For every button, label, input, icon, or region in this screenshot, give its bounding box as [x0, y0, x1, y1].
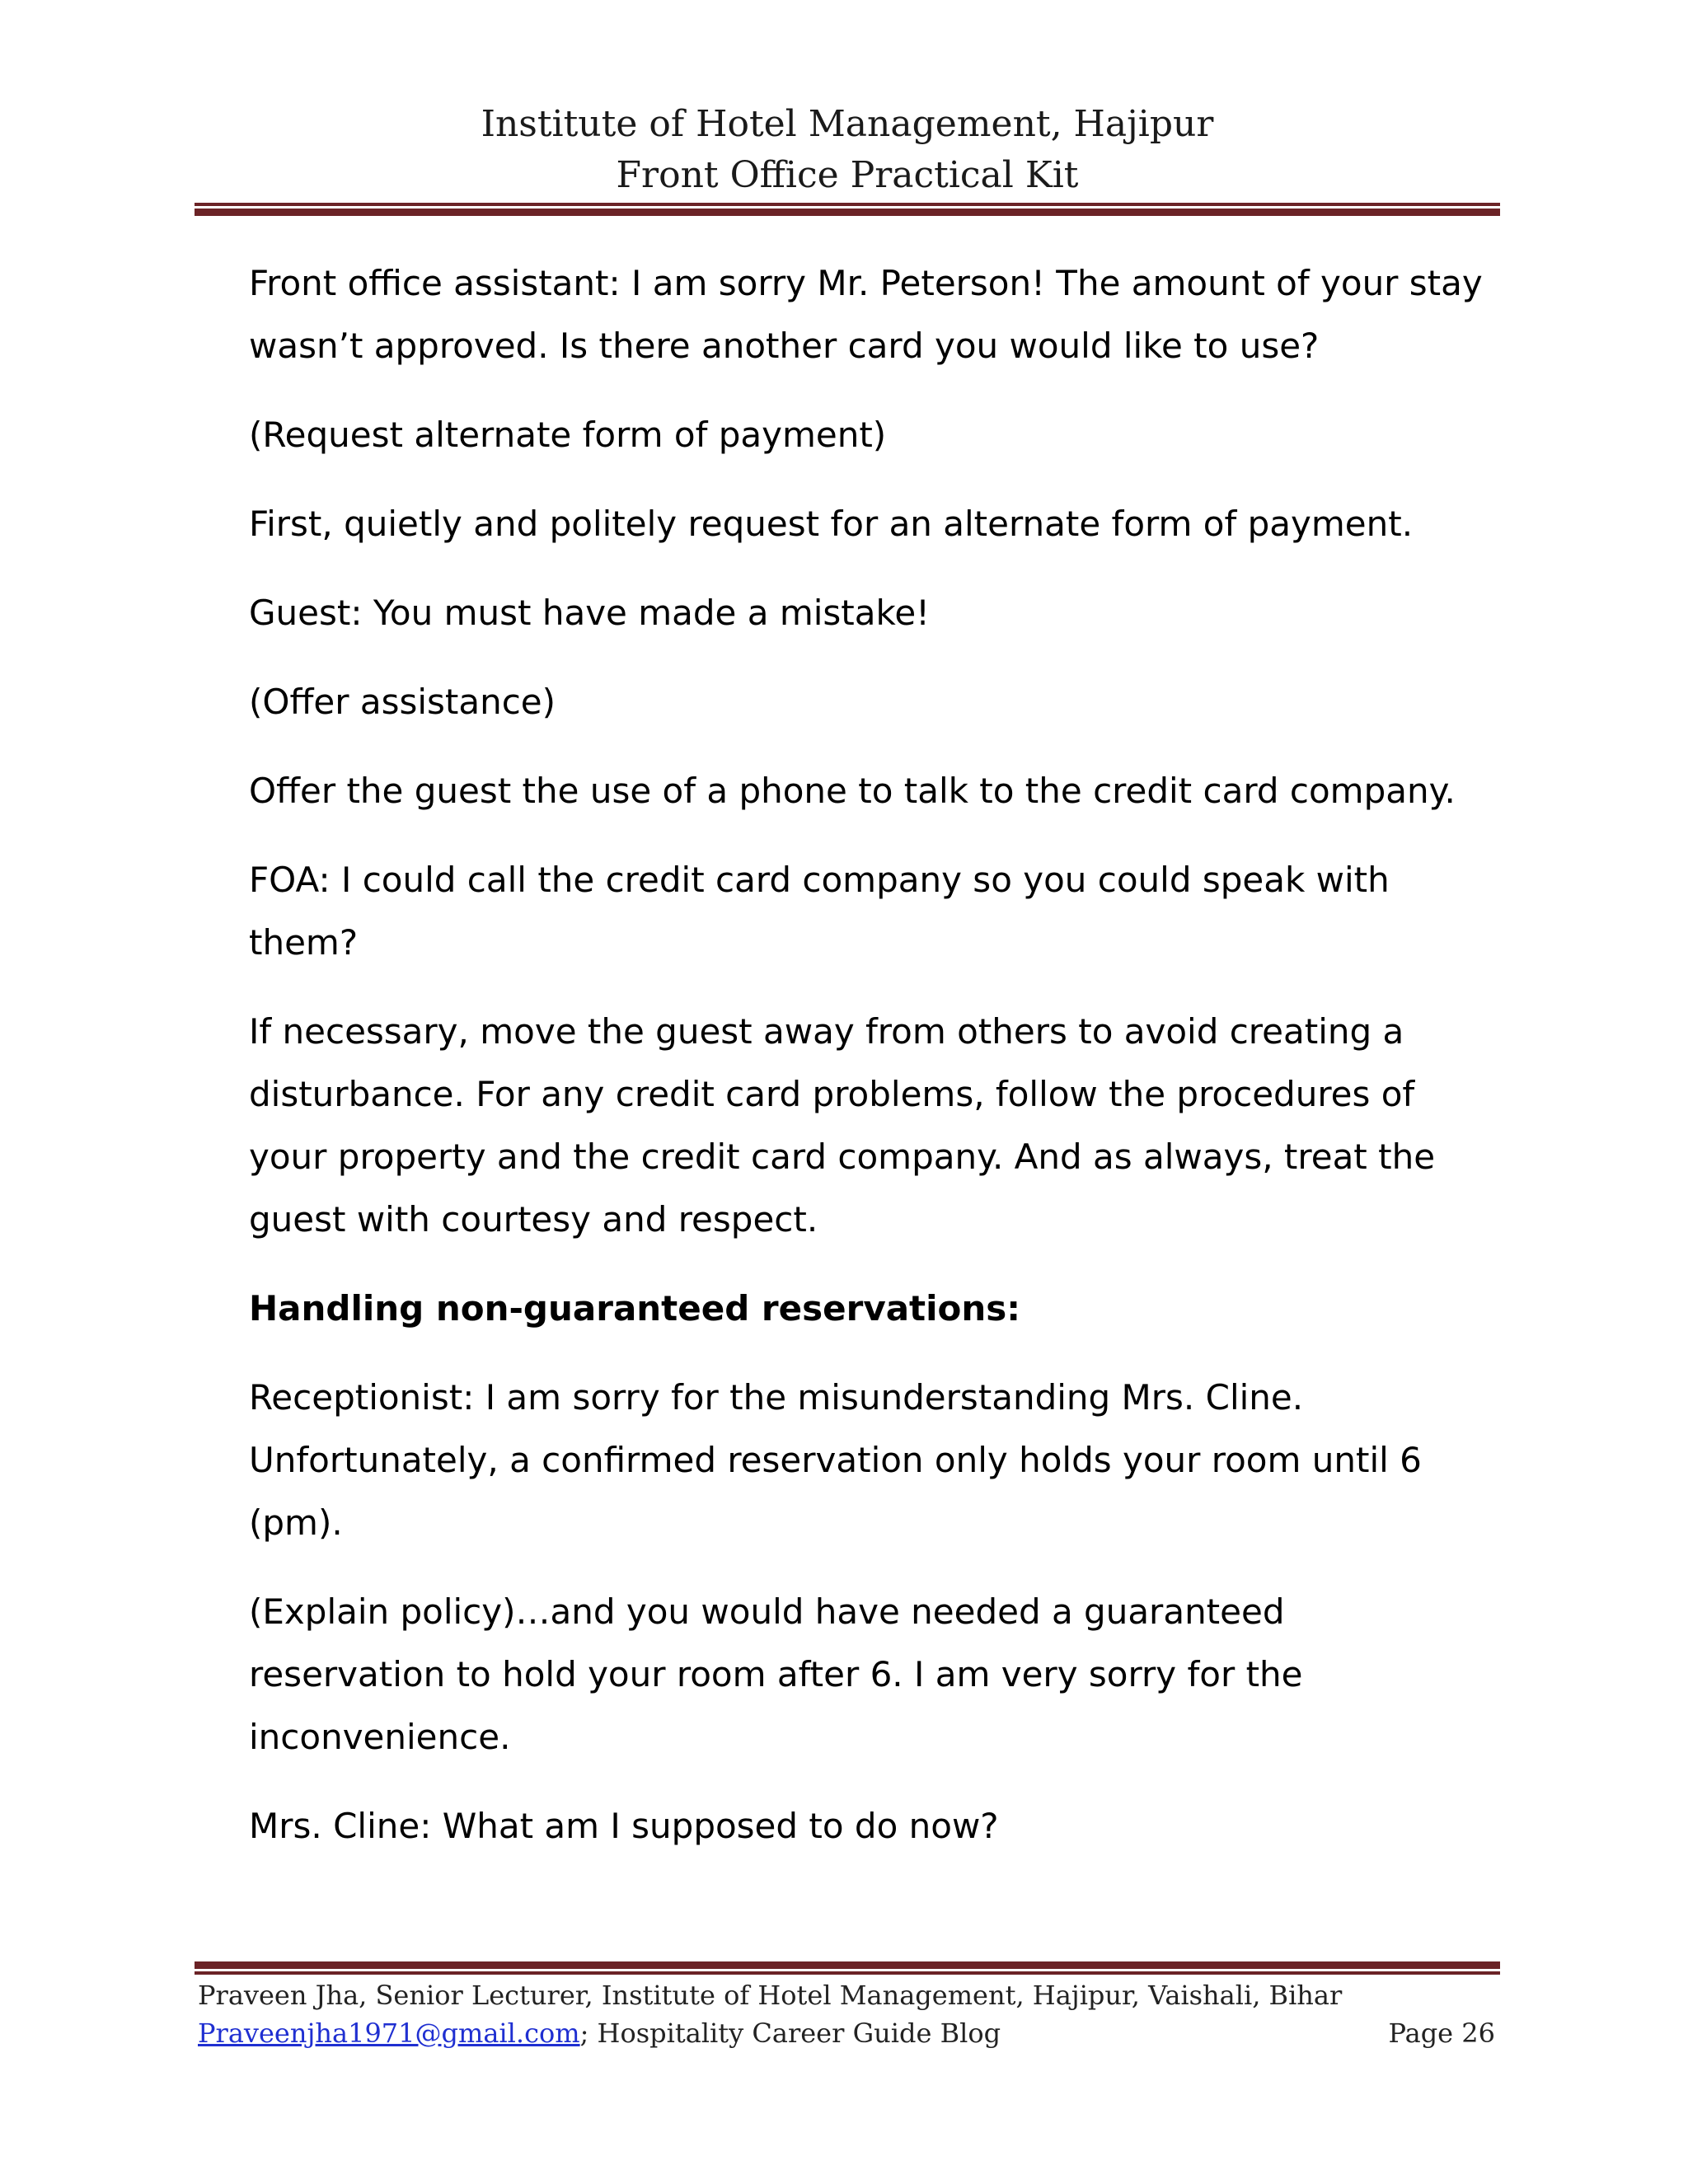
- paragraph-mrs-cline: Mrs. Cline: What am I supposed to do now?: [249, 1806, 999, 1846]
- header-rule: [195, 203, 1500, 216]
- paragraph-explain-policy: (Explain policy)…and you would have needed a guaranteed reservation to hold your room after 6. I am very sorry for the inconvenience.: [249, 1591, 1303, 1757]
- page-body: [249, 252, 1485, 1884]
- paragraph-foa-card-declined: Front office assistant: I am sorry Mr. Peterson! The amount of your stay wasn’t approved. Is there another card you would like to use?: [249, 263, 1483, 366]
- paragraph-guest-mistake: Guest: You must have made a mistake!: [249, 593, 930, 633]
- page-footer: [198, 1976, 1495, 2052]
- paragraph-request-alternate: (Request alternate form of payment): [249, 415, 887, 455]
- paragraph-offer-assistance: (Offer assistance): [249, 682, 556, 722]
- page-number: Page 26: [1388, 2018, 1495, 2049]
- footer-blog-text: ; Hospitality Career Guide Blog: [579, 2018, 1001, 2049]
- paragraph-receptionist-sorry: Receptionist: I am sorry for the misunderstanding Mrs. Cline. Unfortunately, a confirmed reservation only holds your room until 6 (pm).: [249, 1377, 1422, 1543]
- section-heading-non-guaranteed: Handling non-guaranteed reservations:: [249, 1288, 1021, 1329]
- paragraph-if-necessary: If necessary, move the guest away from others to avoid creating a disturbance. For any credit card problems, follow the procedures of your property and the credit card company. And as always, treat the guest with courtesy and respect.: [249, 1011, 1436, 1240]
- footer-author-line: Praveen Jha, Senior Lecturer, Institute of Hotel Management, Hajipur, Vaishali, Bihar: [198, 1980, 1343, 2011]
- paragraph-offer-phone: Offer the guest the use of a phone to talk to the credit card company.: [249, 771, 1456, 811]
- paragraph-politely-request: First, quietly and politely request for an alternate form of payment.: [249, 504, 1414, 544]
- footer-contact-line: [198, 2014, 1495, 2052]
- paragraph-foa-call: FOA: I could call the credit card company so you could speak with them?: [249, 860, 1390, 963]
- footer-rule: [195, 1961, 1500, 1975]
- page-header: [195, 99, 1500, 201]
- footer-email-link[interactable]: Praveenjha1971@gmail.com: [198, 2018, 580, 2049]
- header-institute-title: Institute of Hotel Management, Hajipur: [481, 103, 1214, 145]
- header-kit-title: Front Office Practical Kit: [616, 154, 1079, 196]
